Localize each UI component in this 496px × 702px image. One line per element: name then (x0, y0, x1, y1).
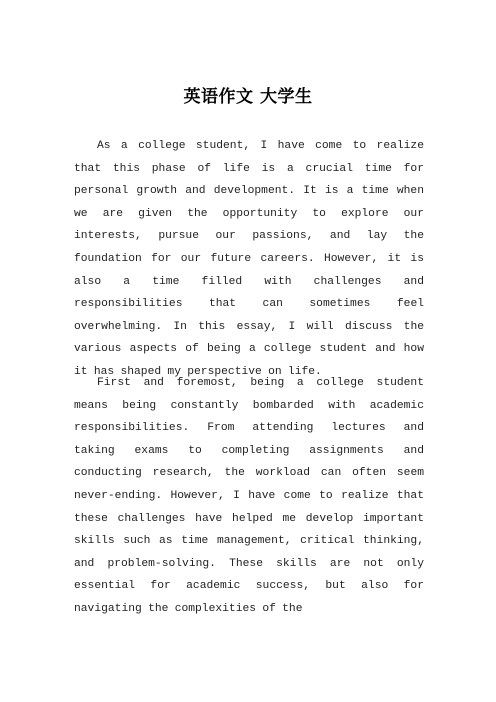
paragraph-2: First and foremost, being a college student means being constantly bombarded with academic responsibilities. From attending lectures and taking exams to completing assignments and conducting research, the workload can often seem never-ending. However, I have come to realize that these challenges have helped me develop important skills such as time management, critical thinking, and problem-solving. These skills are not only essential for academic success, but also for navigating the complexities of the (74, 377, 424, 615)
paragraph-1: As a college student, I have come to realize that this phase of life is a crucial time for personal growth and development. It is a time when we are given the opportunity to explore our interests, pursue our passions, and lay the foundation for our future careers. However, it is also a time filled with challenges and responsibilities that can sometimes feel overwhelming. In this essay, I will discuss the various aspects of being a college student and how it has shaped my perspective on life. (74, 140, 424, 378)
page-title: 英语作文 大学生 (183, 87, 313, 107)
